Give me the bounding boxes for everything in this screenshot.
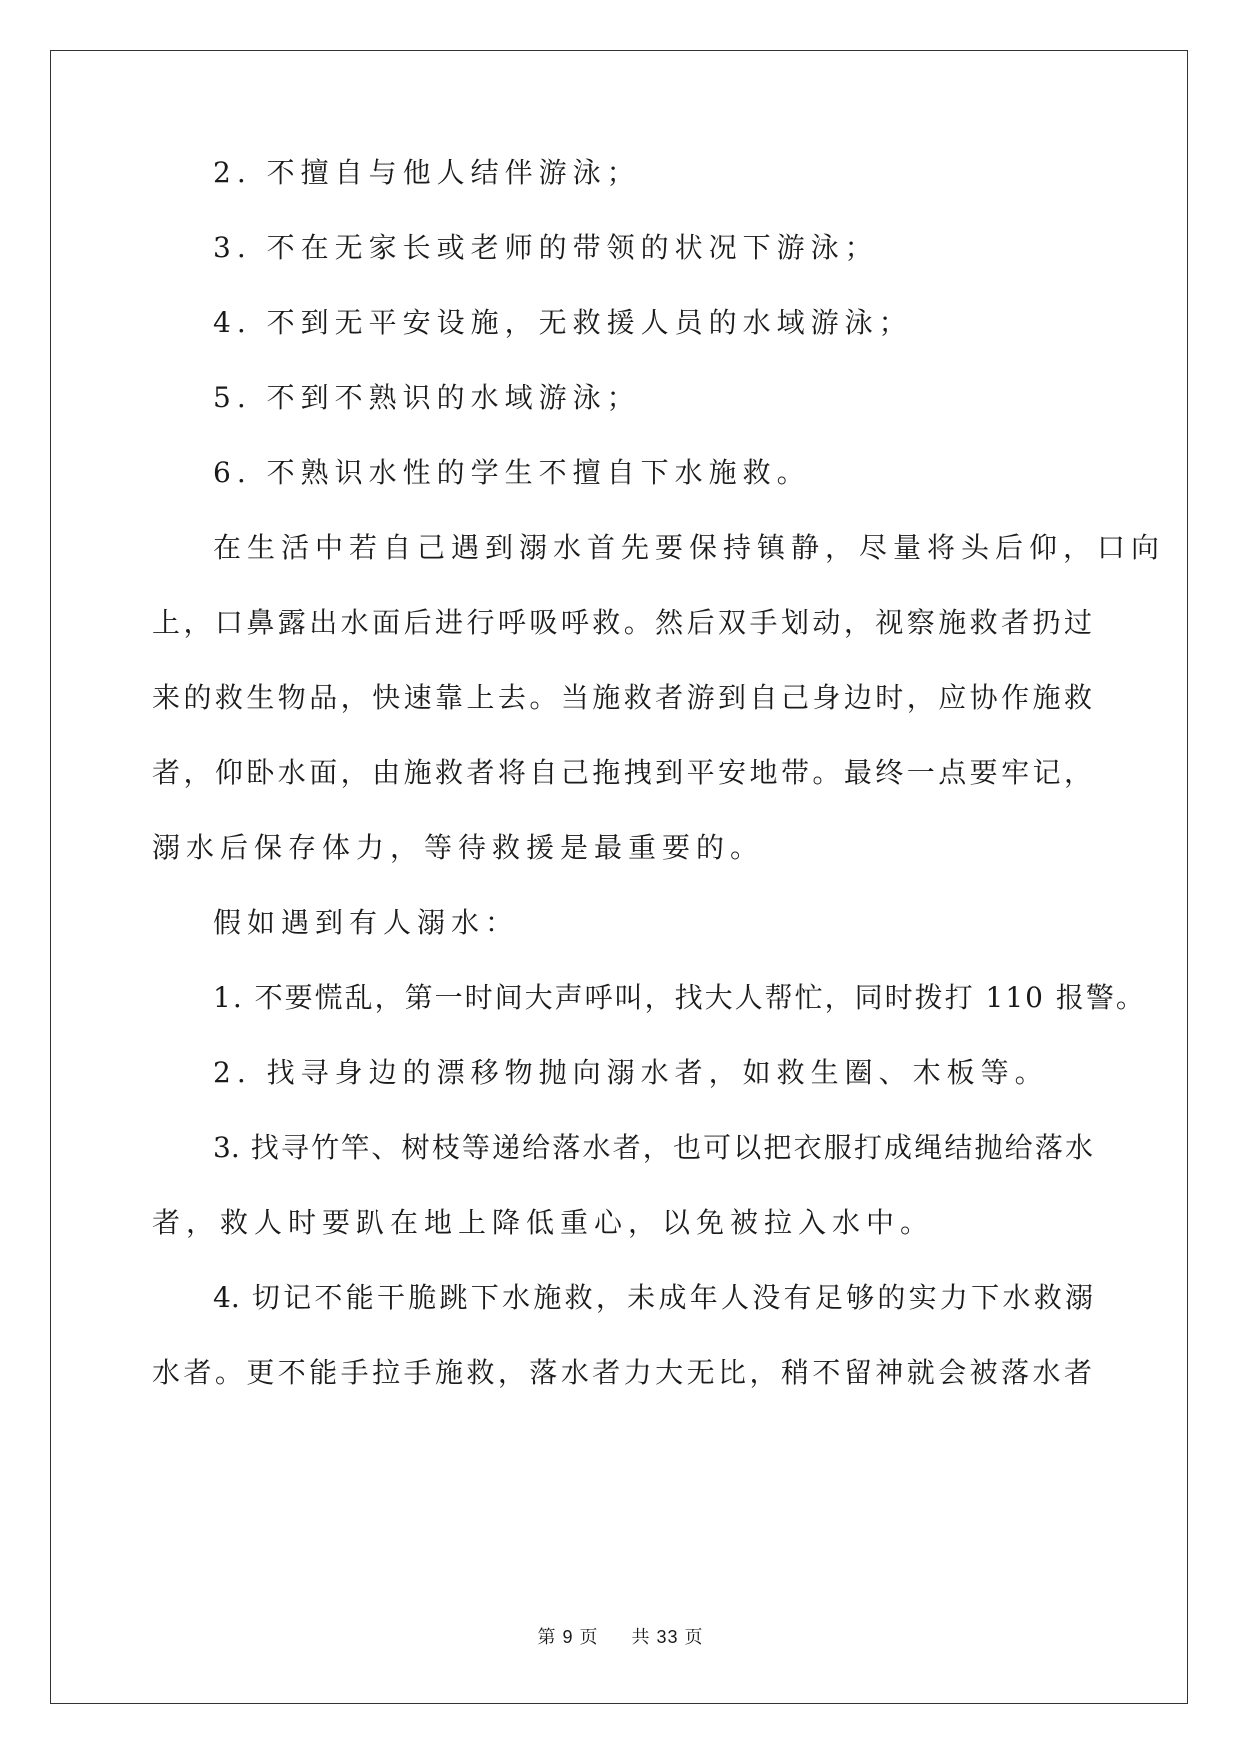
text-line: 3. 找寻竹竿、树枝等递给落水者，也可以把衣服打成绳结抛给落水 bbox=[213, 1131, 1093, 1164]
text-line: 6. 不熟识水性的学生不擅自下水施救。 bbox=[213, 456, 811, 489]
text-line: 2. 不擅自与他人结伴游泳； bbox=[213, 156, 641, 189]
footer-page-prefix: 第 bbox=[537, 1627, 557, 1648]
text-line: 4. 切记不能干脆跳下水施救，未成年人没有足够的实力下水救溺 bbox=[213, 1281, 1093, 1314]
text-line: 水者。更不能手拉手施救，落水者力大无比，稍不留神就会被落水者 bbox=[152, 1356, 1092, 1389]
text-line: 溺水后保存体力，等待救援是最重要的。 bbox=[152, 831, 765, 864]
text-line: 上，口鼻露出水面后进行呼吸呼救。然后双手划动，视察施救者扔过 bbox=[152, 606, 1092, 639]
text-line: 来的救生物品，快速靠上去。当施救者游到自己身边时，应协作施救 bbox=[152, 681, 1092, 714]
text-line: 者，仰卧水面，由施救者将自己拖拽到平安地带。最终一点要牢记， bbox=[152, 756, 1092, 789]
text-line: 2. 找寻身边的漂移物抛向溺水者，如救生圈、木板等。 bbox=[213, 1056, 1049, 1089]
footer-total-prefix: 共 bbox=[631, 1627, 651, 1648]
footer-total-pages: 33 bbox=[656, 1627, 679, 1647]
text-line: 1. 不要慌乱，第一时间大声呼叫，找大人帮忙，同时拨打 110 报警。 bbox=[213, 981, 1146, 1014]
footer-page-suffix: 页 bbox=[579, 1627, 599, 1648]
page-footer bbox=[0, 1625, 1241, 1650]
text-line: 在生活中若自己遇到溺水首先要保持镇静，尽量将头后仰，口向 bbox=[213, 531, 1166, 564]
text-line: 4. 不到无平安设施，无救援人员的水域游泳； bbox=[213, 306, 913, 339]
text-line: 3. 不在无家长或老师的带领的状况下游泳； bbox=[213, 231, 879, 264]
footer-total-suffix: 页 bbox=[684, 1627, 704, 1648]
footer-page-number: 9 bbox=[562, 1627, 574, 1647]
text-line: 5. 不到不熟识的水域游泳； bbox=[213, 381, 641, 414]
page-border bbox=[50, 50, 1188, 1704]
text-line: 假如遇到有人溺水： bbox=[213, 906, 520, 939]
text-line: 者，救人时要趴在地上降低重心，以免被拉入水中。 bbox=[152, 1206, 935, 1239]
